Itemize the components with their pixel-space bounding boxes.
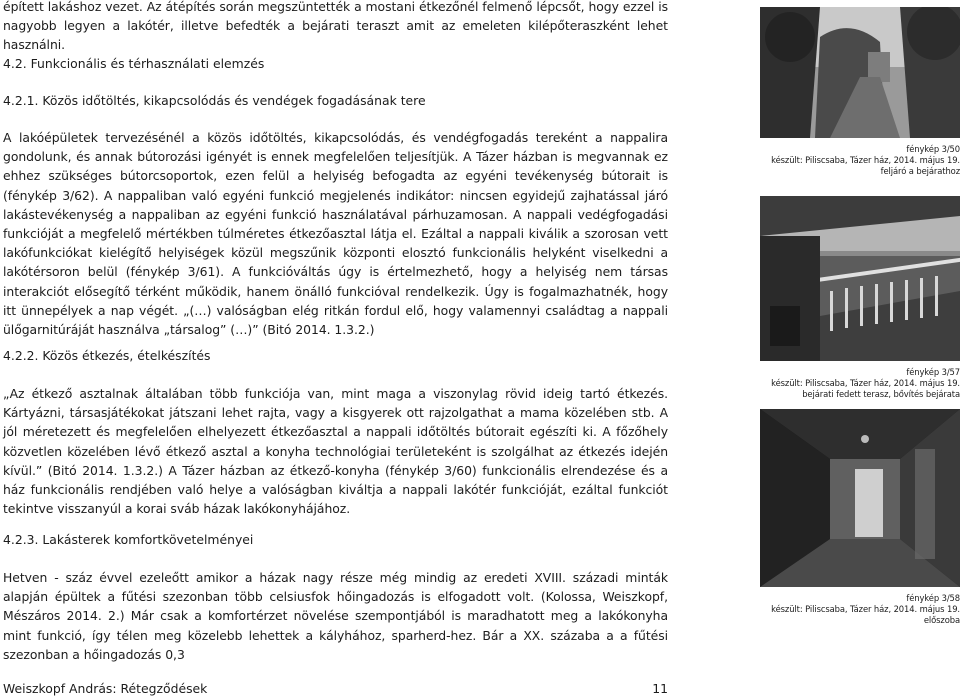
paragraph-4-2-2: „Az étkező asztalnak általában több funkciója van, mint maga a viszonylag rövid ideig tartó étkezés. Kártyázni, társasjátékokat játszani lehet rajta, vagy a kisgyerek ott rajzolgathat a mama közelében stb. A jól méretezett és megfelelően elhelyezett étkezőasztal a nappali időtöltés bútorait egészíti ki. A főzőhely közvetlen közelében lévő étkező asztal a konyha technológiai területeként is szolgálhat az étkezés idején kívül.” (Bitó 2014. 1.3.2.) A Tázer házban az étkező-konyha (fénykép 3/60) funkcionális elrendezése és a ház funkcionális rendjében való helye a valóságban kiváltja a nappali lakótér funkcióját, ezáltal funkciót tekintve visszanyúl a korai sváb házak lakókonyhájához.	[3, 386, 668, 517]
heading-4-2-3: 4.2.3. Lakásterek komfortkövetelményei	[3, 532, 254, 547]
photo-stairway-exterior	[760, 7, 960, 138]
caption-number: fénykép 3/57	[906, 367, 960, 377]
photo-block-3-50	[760, 7, 960, 177]
caption-number: fénykép 3/58	[906, 593, 960, 603]
heading-4-2-1: 4.2.1. Közös időtöltés, kikapcsolódás és vendégek fogadásának tere	[3, 93, 426, 108]
photo-block-3-57	[760, 196, 960, 400]
paragraph-4-2-3: Hetven - száz évvel ezeleőtt amikor a házak nagy része még mindig az eredeti XVIII. századi minták alapján épültek a fűtési szezonban több celsiusfok hőingadozás is elfogadott volt. (Kolossa, Weiszkopf, Mészáros 2014. 2.) Már csak a komfortérzet növelése szempontjából is maradhatott meg a lakókonyha mint funkció, így télen meg közelebb lehettek a kályhához, sparherd-hez. Bár a XX. százaba a a fűtési szezonban a hőingadozás 0,3	[3, 570, 668, 662]
photo-block-3-58	[760, 409, 960, 626]
intro-paragraph: épített lakáshoz vezet. Az átépítés során megszüntették a mostani étkezőnél felmenő lépcsőt, hogy ezzel is nagyobb legyen a lakótér, illetve befedték a bejárati teraszt amit az emeleten kilépőteraszként lehet használni.	[3, 0, 668, 53]
page-number: 11	[652, 681, 668, 696]
footer-author: Weiszkopf András: Rétegződések	[3, 681, 208, 696]
caption-desc: bejárati fedett terasz, bővítés bejárata	[802, 389, 960, 399]
heading-4-2-2: 4.2.2. Közös étkezés, ételkészítés	[3, 348, 211, 363]
photo-covered-terrace	[760, 196, 960, 361]
caption-date: készült: Piliscsaba, Tázer ház, 2014. május 19.	[771, 604, 960, 614]
caption-number: fénykép 3/50	[906, 144, 960, 154]
caption-desc: feljáró a bejárathoz	[880, 166, 960, 176]
photo-hallway	[760, 409, 960, 587]
paragraph-4-2-1: A lakóépületek tervezésénél a közös időtöltés, kikapcsolódás, és vendégfogadás tereként a nappalira gondolunk, és annak bútorozási igényét is ennek megfelelően teljesítjük. A Tázer házban is megvannak ez ehhez szükséges bútorcsoportok, ezen felül a helyiség befogadta az egyéni tevékenység bútorait is (fénykép 3/62). A nappaliban való egyéni funkció megjelenés indikátor: nincsen egyidejű zajhatással járó lakástevékenység a nappaliban az egyéni funkció használatával párhuzamosan. A nappali vedégfogadási funkcióját a megfelelő mértékben túlméretes étkezőasztal látja el. Ezáltal a nappali kiválik a szorosan vett lakófunkciókat kielégítő helyiségek közül megszűnik központi elosztó funkcionális helyként viselkedni a lakótérsoron belül (fénykép 3/61). A funkcióváltás úgy is értelmezhető, hogy a helyiség nem társas interakciót elősegítő térként működik, hanem önálló funkcióval rendelkezik. Úgy is fogalmazhatnék, hogy itt ünnepélyek a nap végét. „(…) valóságban elég ritkán fordul elő, hogy valamennyi családtag a nappali ülőgarnitúráját használva „társalog” (…)” (Bitó 2014. 1.3.2.)	[3, 130, 668, 338]
heading-4-2: 4.2. Funkcionális és térhasználati elemzés	[3, 56, 265, 71]
caption-desc: előszoba	[923, 615, 960, 625]
caption-date: készült: Piliscsaba, Tázer ház, 2014. május 19.	[771, 378, 960, 388]
caption-date: készült: Piliscsaba, Tázer ház, 2014. május 19.	[771, 155, 960, 165]
page-footer	[3, 681, 668, 697]
